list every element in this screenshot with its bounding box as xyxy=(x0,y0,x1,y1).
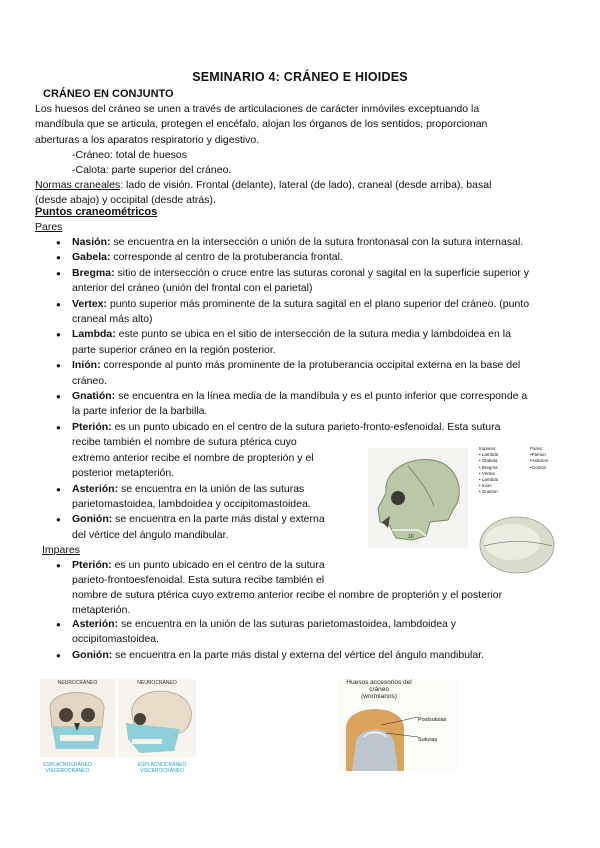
list-item: ● Pterión: es un punto ubicado en el centro de la sutura parieto-fronto-esfenoidal. Esta sutura recibe también el nombre de sutura ptérica cuyo extremo anterior recibe el nombre de propterión y el posterior metapterión. xyxy=(72,420,572,482)
list-item: ● Gabela: corresponde al centro de la protuberancia frontal. xyxy=(72,250,572,265)
intro-line: mandíbula que se articula, protegen el encéfalo, alojan los órganos de los sentidos, proporcionan xyxy=(35,118,488,131)
list-item: ● Lambda: este punto se ubica en el sitio de intersección de la sutura media y lambdoidea en la parte superior cráneo en la región posterior. xyxy=(72,327,572,358)
impares-list-cont xyxy=(72,617,572,663)
pares-list xyxy=(72,235,572,543)
lateral-top-label: NEUROCRÁNEO xyxy=(137,680,177,686)
wormian-bones-figure xyxy=(338,679,458,771)
frontal-skull-drawing xyxy=(40,679,115,757)
frontal-bottom-label: ESPLACNOCRÁNEO VISCEROCRÁNEO xyxy=(43,762,92,775)
definition-calota: -Calota: parte superior del cráneo. xyxy=(72,164,232,177)
wormian-label-1: Postsutulas xyxy=(418,717,447,723)
wormian-label-2: Suturas xyxy=(418,737,437,743)
intro-line: aberturas a los aparatos respiratorio y digestivo. xyxy=(35,133,260,146)
frontal-skull-figure xyxy=(40,679,115,775)
document-title: SEMINARIO 4: CRÁNEO E HIOIDES xyxy=(192,70,408,84)
list-item: ● Inión: corresponde al punto más prominente de la protuberancia occipital externa en la base del cráneo. xyxy=(72,358,572,389)
pares-heading: Pares xyxy=(35,221,63,233)
impares-list xyxy=(72,558,572,589)
section-subtitle: CRÁNEO EN CONJUNTO xyxy=(43,88,174,100)
definitions xyxy=(72,148,231,179)
lateral-colored-skull-drawing xyxy=(118,679,196,757)
frontal-top-label: NEUROCRÁNEO xyxy=(57,680,98,686)
list-item: ● Asterión: se encuentra en la unión de las suturas parietomastoidea, lambdoidea y occipitomastoidea. xyxy=(72,482,572,513)
list-item: ● Gonión: se encuentra en la parte más distal y externa del vértice del ángulo mandibular. xyxy=(72,512,572,543)
figure-legend-impares: Impares: • Lambda • Glabela • Bregma • Vértex • Lambda • Inion • Gnation xyxy=(479,446,499,495)
list-item: ● Asterión: se encuentra en la unión de las suturas parietomastoidea, lambdoidea y occipitomastoidea. xyxy=(72,617,572,648)
list-item: ● Gnatión: se encuentra en la línea media de la mandíbula y es el punto inferior que corresponde a la parte inferior de la barbilla. xyxy=(72,389,572,420)
list-item: ● Pterión: es un punto ubicado en el centro de la sutura parieto-frontoesfenoidal. Esta sutura recibe también el xyxy=(72,558,572,589)
wormian-title-line1: Huesos accesorios del cráneo xyxy=(346,679,412,693)
normas-label: Normas craneales xyxy=(35,179,121,191)
impares-heading: Impares xyxy=(42,544,80,556)
list-item: ● Vertex: punto superior más prominente de la sutura sagital en el plano superior del cráneo. (punto craneal más alto) xyxy=(72,297,572,328)
lateral-bottom-label: ESPLACNOCRÁNEO VISCEROCRÁNEO xyxy=(137,762,187,775)
figure-legend-pares: Pares: •Pterion •Asterion •Gonion xyxy=(530,446,549,470)
impares-continuation: nombre de sutura ptérica cuyo extremo anterior recibe el nombre de propterión y el posterior metapterión. xyxy=(72,589,503,617)
lateral-colored-skull-figure xyxy=(118,679,196,775)
wormian-leader-lines xyxy=(382,715,418,739)
list-item: ● Nasión: se encuentra en la intersección o unión de la sutura frontonasal con la sutura internasal. xyxy=(72,235,572,250)
normas-line1: : lado de visión. Frontal (delante), lateral (de lado), craneal (desde arriba), basal xyxy=(120,179,492,191)
wormian-title-line2: (wormianos) xyxy=(361,693,397,700)
normas-line2: (desde abajo) y occipital (desde atrás). xyxy=(35,194,216,207)
list-item: ● Gonión: se encuentra en la parte más distal y externa del vértice del ángulo mandibular. xyxy=(72,648,572,663)
definition-cranio: -Cráneo: total de huesos xyxy=(72,149,187,161)
lateral-skull-figure xyxy=(368,448,468,548)
list-item: ● Bregma: sitio de intersección o cruce entre las suturas coronal y sagital en la superficie superior y anterior del cráneo (unión del frontal con el parietal) xyxy=(72,266,572,297)
puntos-heading: Puntos craneométricos xyxy=(35,206,158,218)
svg-text:10: 10 xyxy=(408,534,414,540)
intro-line: Los huesos del cráneo se unen a través de articulaciones de carácter inmóviles exceptuando la xyxy=(35,103,480,115)
intro-paragraph xyxy=(35,102,570,148)
